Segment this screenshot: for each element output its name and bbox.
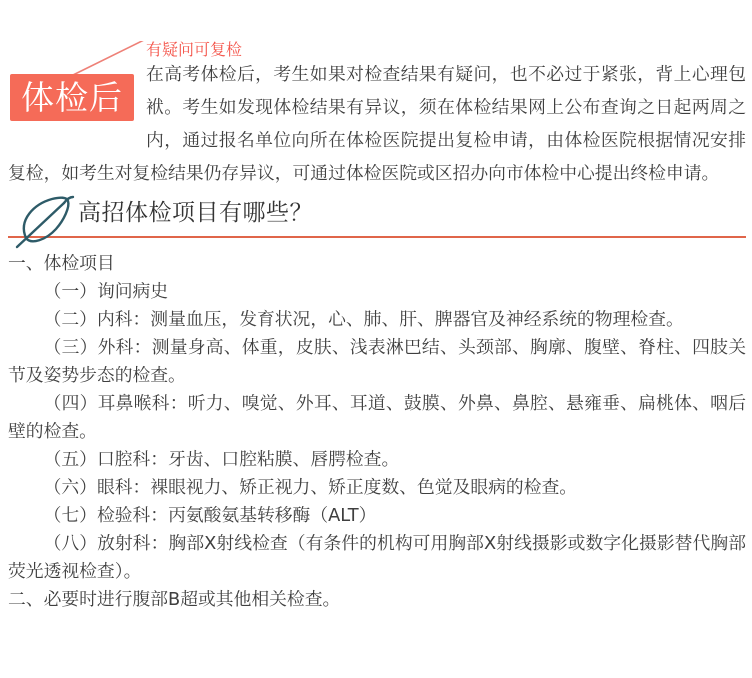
list-item: （二）内科：测量血压，发育状况，心、肺、肝、脾器官及神经系统的物理检查。 (43, 309, 684, 330)
list-group-title: 二、必要时进行腹部B超或其他相关检查。 (8, 589, 341, 610)
list-item: （三）外科：测量身高、体重，皮肤、浅表淋巴结、头颈部、胸廓、腹壁、脊柱、四肢关节及姿势步态的检查。 (8, 337, 746, 386)
list-group-title: 一、体检项目 (8, 253, 115, 274)
section-title: 高招体检项目有哪些？ (78, 200, 313, 226)
article-page (0, 41, 752, 614)
list-item: （七）检验科：丙氨酸氨基转移酶（ALT） (43, 505, 377, 526)
list-item: （八）放射科：胸部X射线检查（有条件的机构可用胸部X射线摄影或数字化摄影替代胸部荧光透视检查）。 (8, 533, 746, 582)
list-item: （一）询问病史 (43, 281, 169, 302)
section-header (8, 196, 746, 238)
sub-label: 有疑问可复检 (146, 40, 243, 59)
quill-icon (14, 192, 78, 250)
exam-list (8, 250, 746, 614)
list-item: （五）口腔科：牙齿、口腔粘膜、唇腭检查。 (43, 449, 400, 470)
intro-section (8, 41, 746, 190)
list-item: （四）耳鼻喉科：听力、嗅觉、外耳、耳道、鼓膜、外鼻、鼻腔、悬雍垂、扁桃体、咽后壁的检查。 (8, 393, 746, 442)
list-item: （六）眼科：裸眼视力、矫正视力、矫正度数、色觉及眼病的检查。 (43, 477, 578, 498)
section-badge: 体检后 (10, 74, 134, 121)
intro-paragraph: 在高考体检后，考生如果对检查结果有疑问，也不必过于紧张，背上心理包袱。考生如发现体检结果有异议，须在体检结果网上公布查询之日起两周之内，通过报名单位向所在体检医院提出复检申请，由体检医院根据情况安排复检，如考生对复检结果仍存异议，可通过体检医院或区招办向市体检中心提出终检申请。 (8, 64, 746, 184)
